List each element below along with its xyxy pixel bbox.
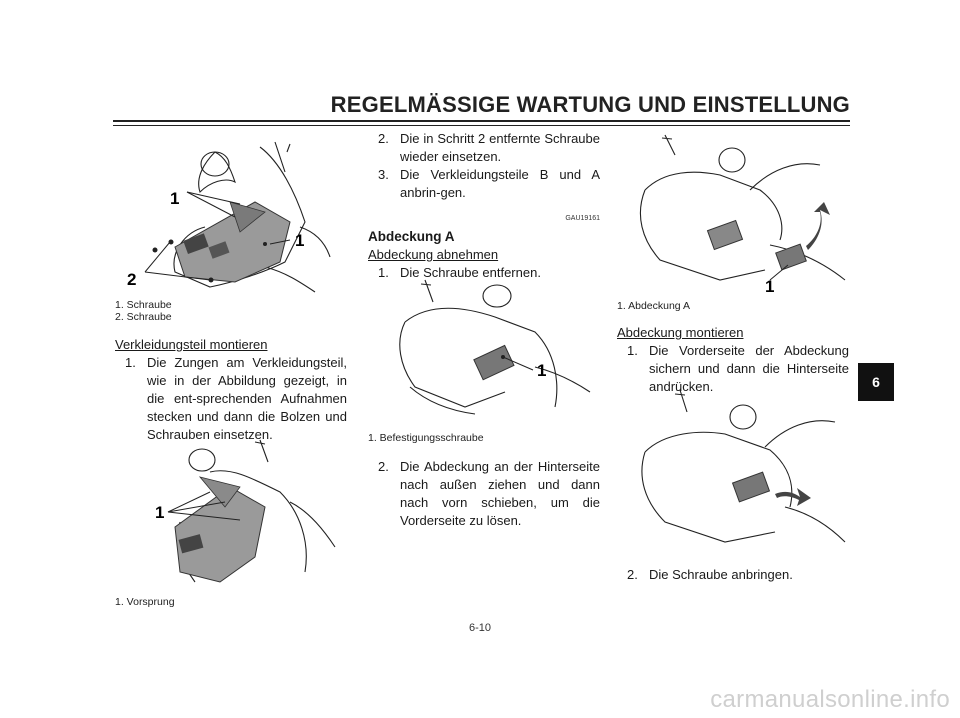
fig3-caption-1: 1. Befestigungsschraube: [368, 432, 484, 444]
mid-subheading: Abdeckung abnehmen: [368, 247, 499, 262]
fig4-caption-1: 1. Abdeckung A: [617, 300, 690, 312]
header-rule-thin: [113, 125, 850, 126]
left-step-1-text: Die Zungen am Verkleidungsteil, wie in der Abbildung gezeigt, in die ent-sprechenden Aufnahmen stecken und dann die Bolzen und Schrauben einsetzen.: [147, 355, 347, 442]
remove-step-2-num: 2.: [378, 459, 389, 474]
chapter-tab: 6: [858, 363, 894, 401]
figure-fastening-screw: [385, 272, 595, 422]
mid-step-2-num: 2.: [378, 131, 389, 146]
figure-fairing-tabs: [140, 432, 340, 592]
page-number: 6-10: [468, 622, 492, 634]
header-rule-thick: [113, 120, 850, 122]
fig1-caption-1: 1. Schraube: [115, 299, 172, 311]
right-subheading: Abdeckung montieren: [617, 325, 744, 340]
reference-code: GAU19161: [565, 215, 600, 222]
figure-fairing-screws: [115, 132, 340, 297]
fig1-callout-2: 2: [127, 270, 137, 289]
install-step-1-text: Die Vorderseite der Abdeckung sichern und dann die Hinterseite andrücken.: [649, 343, 849, 394]
fig2-caption-1: 1. Vorsprung: [115, 596, 175, 608]
mid-step-2: [378, 130, 600, 166]
remove-step-1-text: Die Schraube entfernen.: [400, 265, 541, 280]
fig3-callout-1: 1: [537, 361, 547, 380]
left-subheading: Verkleidungsteil montieren: [115, 337, 268, 352]
install-step-2: [627, 566, 849, 584]
fig2-callout-1: 1: [155, 503, 165, 522]
watermark-link[interactable]: carmanualsonline.info: [710, 686, 950, 713]
remove-step-2: [378, 458, 600, 530]
install-step-2-text: Die Schraube anbringen.: [649, 567, 793, 582]
install-step-1-num: 1.: [627, 343, 638, 358]
left-step-1: [125, 354, 347, 444]
fig1-caption-2: 2. Schraube: [115, 311, 172, 323]
figure-cover-a: [620, 130, 850, 295]
mid-step-2-text: Die in Schritt 2 entfernte Schraube wieder einsetzen.: [400, 131, 600, 164]
mid-step-3: [378, 166, 600, 202]
left-step-1-num: 1.: [125, 355, 136, 370]
remove-step-1-num: 1.: [378, 265, 389, 280]
remove-step-2-text: Die Abdeckung an der Hinterseite nach außen ziehen und dann nach vorn schieben, um die Vorderseite zu lösen.: [400, 459, 600, 528]
install-step-2-num: 2.: [627, 567, 638, 582]
fig1-callout-1b: 1: [295, 231, 305, 250]
section-title: Abdeckung A: [368, 229, 455, 244]
fig4-callout-1: 1: [765, 277, 775, 295]
fig1-callout-1a: 1: [170, 189, 180, 208]
page-header-title: REGELMÄSSIGE WARTUNG UND EINSTELLUNG: [330, 92, 850, 117]
figure-press-cover: [625, 382, 850, 552]
mid-step-3-num: 3.: [378, 167, 389, 182]
mid-step-3-text: Die Verkleidungsteile B und A anbrin-gen.: [400, 167, 600, 200]
